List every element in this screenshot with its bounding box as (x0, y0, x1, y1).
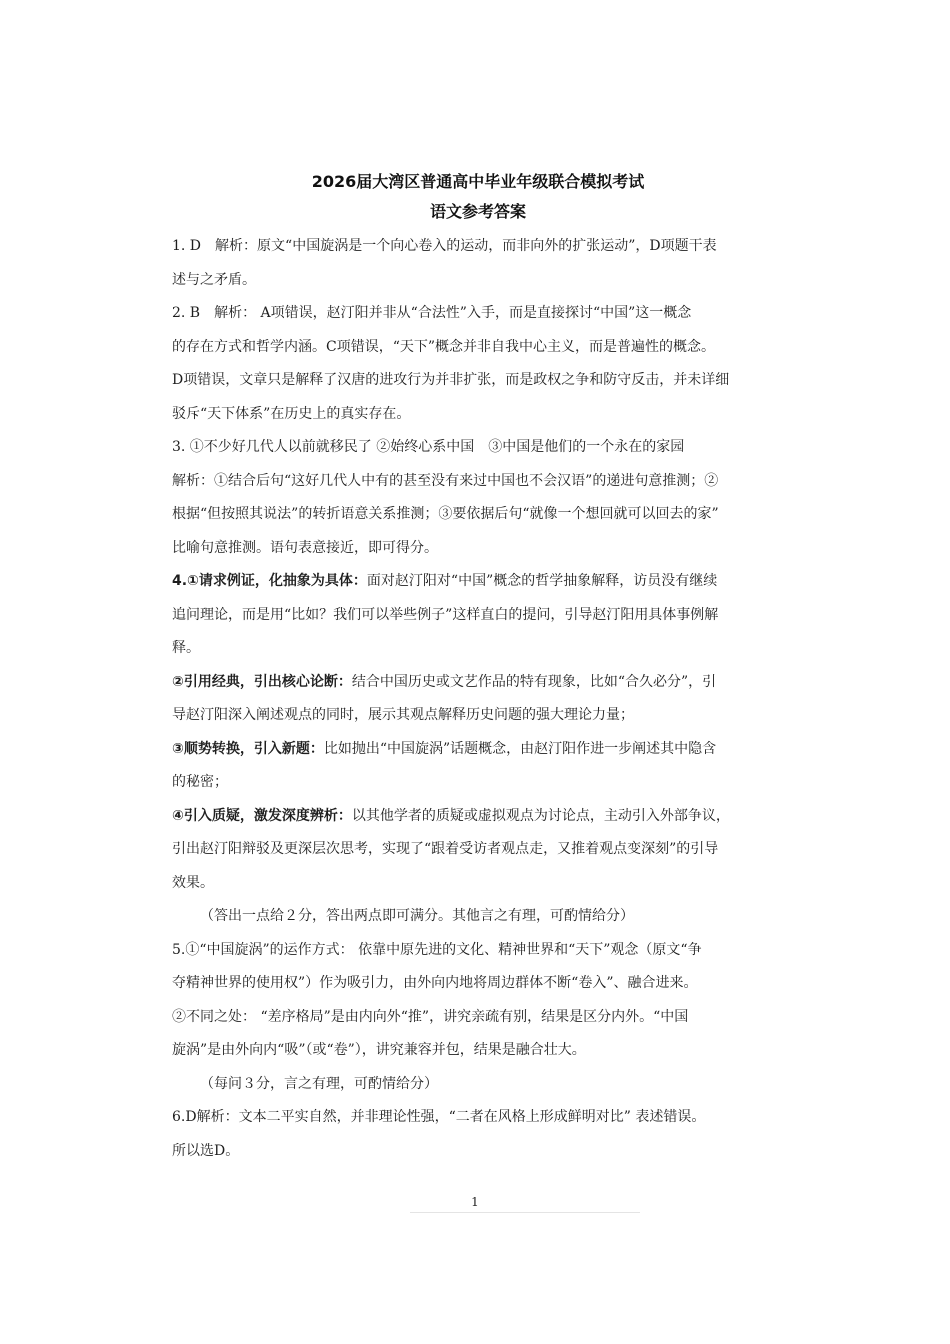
answer-q3 (172, 431, 784, 565)
answer-line: 述与之矛盾。 (172, 271, 256, 288)
point-heading: ③顺势转换，引入新题： (172, 740, 324, 757)
point-heading: ④引入质疑，激发深度辨析： (172, 807, 352, 824)
answer-line: 驳斥“天下体系”在历史上的真实存在。 (172, 405, 411, 422)
answer-line: 旋涡”是由外向内“吸”（或“卷”），讲究兼容并包，结果是融合壮大。 (172, 1042, 586, 1058)
answer-line: 根据“但按照其说法”的转折语意关系推测；③要依据后句“就像一个想回就可以回去的家” (172, 506, 719, 522)
answer-line: ②不同之处： “差序格局”是由内向外“推”，讲究亲疏有别，结果是区分内外。“中国 (172, 1008, 689, 1025)
answer-line: 效果。 (172, 874, 214, 891)
answer-line: 解析：①结合后句“这好几代人中有的甚至没有来过中国也不会汉语”的递进句意推测；② (172, 472, 719, 489)
answer-q6 (172, 1101, 784, 1168)
footer-divider (410, 1212, 640, 1213)
answer-q2 (172, 297, 784, 431)
point-text: 面对赵汀阳对“中国”概念的哲学抽象解释，访员没有继续 (366, 573, 718, 589)
answer-line: 比喻句意推测。语句表意接近，即可得分。 (172, 539, 438, 556)
scoring-note: （答出一点给２分，答出两点即可满分。其他言之有理，可酌情给分） (200, 908, 634, 924)
answer-line: 3. ①不少好几代人以前就移民了 ②始终心系中国 ③中国是他们的一个永在的家园 (172, 439, 685, 455)
answer-q1 (172, 230, 784, 297)
answer-line: 的秘密； (172, 774, 228, 790)
answer-line: 5.①“中国旋涡”的运作方式： 依靠中原先进的文化、精神世界和“天下”观念（原文“争 (172, 941, 702, 958)
point-text: 结合中国历史或文艺作品的特有现象，比如“合久必分”，引 (351, 673, 717, 690)
point-text: 以其他学者的质疑或虚拟观点为讨论点，主动引入外部争议， (351, 807, 730, 824)
scoring-note: （每问３分，言之有理，可酌情给分） (200, 1075, 438, 1092)
answer-q5 (172, 934, 784, 1102)
answer-line (172, 565, 784, 599)
answer-line (172, 666, 784, 700)
page-subtitle: 语文参考答案 (429, 202, 526, 221)
point-heading: 4.①请求例证，化抽象为具体： (172, 573, 367, 589)
answer-line: 追问理论，而是用“比如？我们可以举些例子”这样直白的提问，引导赵汀阳用具体事例解 (172, 606, 719, 623)
answer-line: D项错误，文章只是解释了汉唐的进攻行为并非扩张，而是政权之争和防守反击，并未详细 (172, 372, 730, 388)
page-title: 2026届大湾区普通高中毕业年级联合模拟考试 (311, 172, 645, 191)
answer-line: 6.D解析：文本二平实自然，并非理论性强，“二者在风格上形成鲜明对比” 表述错误。 (172, 1109, 706, 1125)
page-number: 1 (471, 1195, 479, 1209)
answer-line: 引出赵汀阳辩驳及更深层次思考，实现了“跟着受访者观点走，又推着观点变深刻”的引导 (172, 841, 719, 857)
document-page (172, 170, 784, 1168)
answer-line: 所以选D。 (172, 1142, 240, 1159)
answer-line: 的存在方式和哲学内涵。C项错误，“天下”概念并非自我中心主义，而是普遍性的概念。 (172, 338, 716, 355)
point-heading: ②引用经典，引出核心论断： (172, 673, 352, 690)
answer-line (172, 800, 784, 834)
answer-q4 (172, 565, 784, 934)
answer-line: 释。 (172, 640, 200, 656)
answer-line: 夺精神世界的使用权”）作为吸引力，由外向内地将周边群体不断“卷入”、融合进来。 (172, 975, 698, 991)
answer-line (172, 733, 784, 767)
answer-line: 2. B 解析： A项错误，赵汀阳并非从“合法性”入手，而是直接探讨“中国”这一概念 (172, 305, 692, 321)
answer-line: 导赵汀阳深入阐述观点的同时，展示其观点解释历史问题的强大理论力量； (172, 707, 634, 723)
answer-line: 1. D 解析：原文“中国旋涡是一个向心卷入的运动，而非向外的扩张运动”，D项题干表 (172, 238, 717, 254)
point-text: 比如抛出“中国旋涡”话题概念，由赵汀阳作进一步阐述其中隐含 (323, 740, 717, 757)
